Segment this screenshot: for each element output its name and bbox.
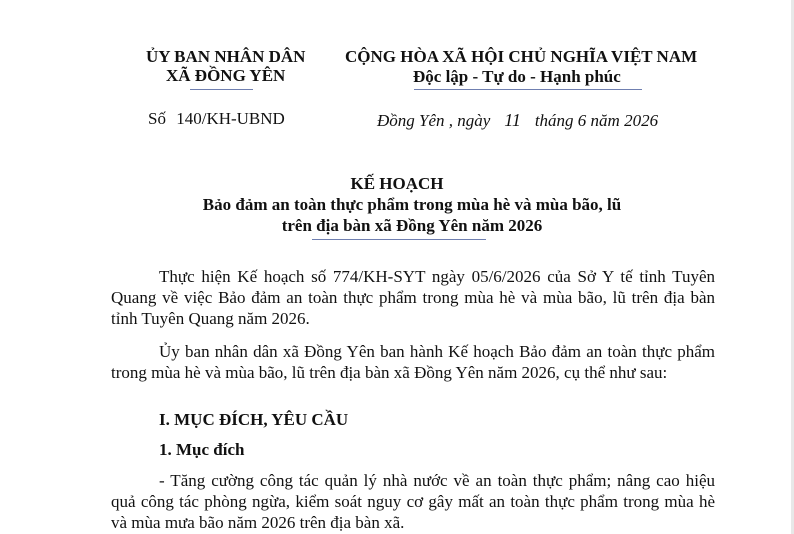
number-prefix: Số [148, 109, 166, 128]
nation-motto: Độc lập - Tự do - Hạnh phúc [413, 67, 621, 86]
section-heading: I. MỤC ĐÍCH, YÊU CẦU [159, 410, 349, 429]
org-name-line2: XÃ ĐỒNG YÊN [166, 66, 286, 85]
document-number [148, 109, 285, 129]
paragraph-purpose: - Tăng cường công tác quản lý nhà nước về an toàn thực phẩm; nâng cao hiệu quả công tác phòng ngừa, kiểm soát nguy cơ gây mất an toàn thực phẩm trong mùa hè và mùa mưa bão năm 2026 trên địa bàn xã. [111, 471, 715, 532]
number-value: 140 [176, 109, 202, 128]
document-title: KẾ HOẠCH [350, 174, 444, 193]
motto-underline [414, 89, 642, 90]
document-date [377, 110, 658, 131]
number-suffix: /KH-UBND [201, 109, 285, 128]
paragraph-reference: Thực hiện Kế hoạch số 774/KH-SYT ngày 05/6/2026 của Sở Y tế tỉnh Tuyên Quang về việc Bảo đảm an toàn thực phẩm trong mùa hè và mùa bão, lũ trên địa bàn tỉnh Tuyên Quang năm 2026. [111, 267, 715, 328]
date-rest: tháng 6 năm 2026 [534, 111, 659, 130]
subsection-heading: 1. Mục đích [159, 440, 245, 459]
nation-title: CỘNG HÒA XÃ HỘI CHỦ NGHĨA VIỆT NAM [345, 47, 698, 66]
org-underline [190, 89, 253, 90]
org-name-line1: ỦY BAN NHÂN DÂN [146, 47, 306, 66]
date-day: 11 [504, 110, 521, 130]
document-subtitle-line2: trên địa bàn xã Đồng Yên năm 2026 [281, 216, 543, 235]
paragraph-intro: Ủy ban nhân dân xã Đồng Yên ban hành Kế hoạch Bảo đảm an toàn thực phẩm trong mùa hè và mùa bão, lũ trên địa bàn xã Đồng Yên năm 2026, cụ thể như sau: [111, 342, 715, 382]
document-subtitle-line1: Bảo đảm an toàn thực phẩm trong mùa hè và mùa bão, lũ [202, 195, 622, 214]
subtitle-underline [312, 239, 486, 240]
date-place: Đồng Yên , ngày [377, 111, 491, 130]
